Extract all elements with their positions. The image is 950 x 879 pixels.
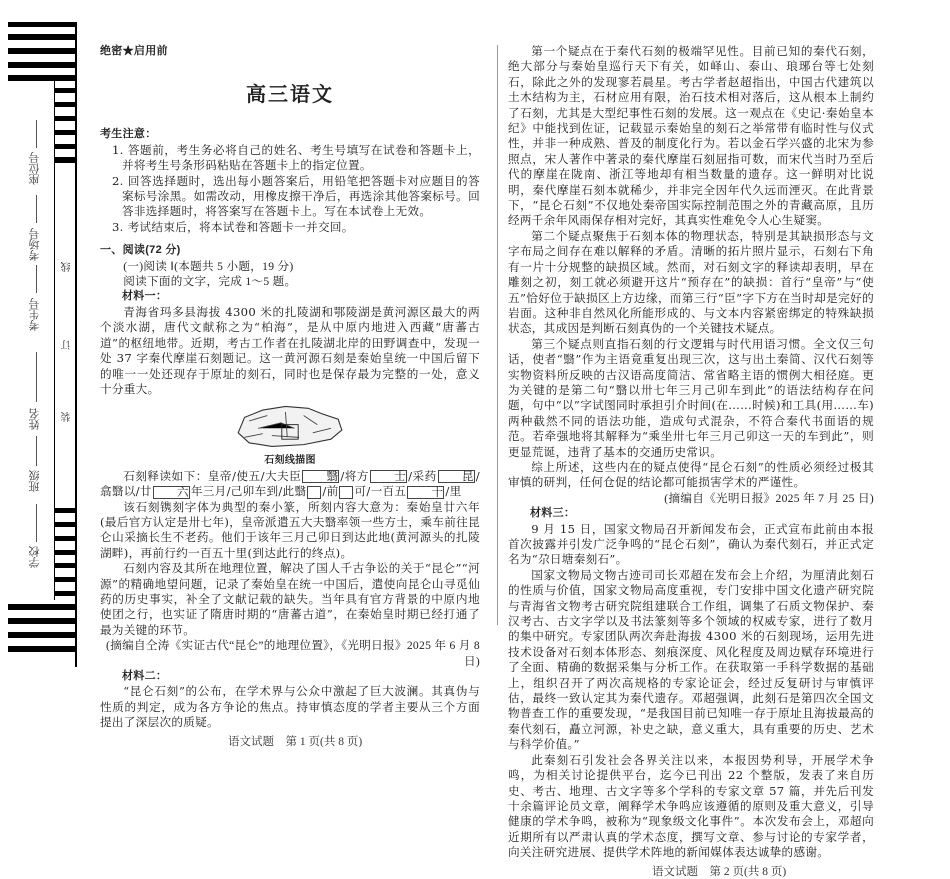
material-1-paragraph: 青海省玛多县海拔 4300 米的扎陵湖和鄂陵湖是黄河源区最大的两个淡水湖，唐代文献称之为“柏海”，是从中原内地进入西藏“唐蕃古道”的枢纽地带。近期，考古工作者在扎陵湖北岸的田野调查中，发现一处 37 字秦代摩崖石刻题记。这一黄河源石刻是秦始皇统一中国后留下的唯一一处还现存于原址的刻石，同时也是保存最为完整的一处，意义十分重大。 xyxy=(100,304,480,396)
material-2-paragraph: 第三个疑点则直指石刻的行文逻辑与时代用语习惯。全文仅三句话，使者“翳”作为主语竟重复出现三次，这与出土秦简、汉代石刻等实物资料所反映的古汉语高度简洁、常省略主语的惯例大相径庭。更为关键的是第二句“翳以卅七年三月己卯车到此”的语法结构存在问题，句中“以”字试图同时承担引介时间(在……时候)和工具(用……车)两种截然不同的语法功能，造成句式混杂，不符合秦代书面语的规范。若牵强地将其解释为“乘坐卅七年三月己卯这一天的车到此”，则更显荒诞，违背了基本的交通历史常识。 xyxy=(508,336,874,459)
page-1 xyxy=(100,44,480,731)
material-3-heading: 材料三： xyxy=(530,507,576,520)
school-label: 学校 xyxy=(29,546,41,568)
material-2-heading: 材料二： xyxy=(122,670,168,682)
notice-item: 2. 回答选择题时，选出每小题答案后，用铅笔把答题卡对应题目的答案标号涂黑。如需改动，用橡皮擦干净后，再选涂其他答案标号。回答非选择题时，将答案写在答题卡上。写在本试卷上无效。 xyxy=(112,173,480,219)
exam-number-label: 考生号 xyxy=(29,298,41,331)
exam-title: 高三语文 xyxy=(246,84,334,107)
exam-room-label: 考场号 xyxy=(29,228,41,261)
instruction: 阅读下面的文字，完成 1～5 题。 xyxy=(123,275,297,289)
binding-mark-line: 线 xyxy=(62,262,73,272)
material-2-paragraph: “昆仑石刻”的公布，在学术界与公众中激起了巨大波澜。其真伪与性质的判定，成为各方争论的焦点。持审慎态度的学者主要从三个方面提出了深层次的质疑。 xyxy=(100,684,480,730)
page-2-footer: 语文试题 第 2 页(共 8 页) xyxy=(652,866,787,878)
material-3-paragraph: 此秦刻石引发社会各界关注以来，本报因势利导，开展学术争鸣，为相关讨论提供平台，迄今已刊出 22 个整版，发表了来自历史、考古、地理、古文字等多个学科的专家文章 57 篇，并先后刊发十余篇评论员文章，阐释学术争鸣应该遵循的原则及重大意义，引导健康的学术争鸣，被称为“现象级文化事件”。本次发布会上，邓超向近期所有以严肃认真的学术态度，撰写文章、参与讨论的专家学者，向关注研究进展、提供学术阵地的新闻媒体表达诚挚的感谢。 xyxy=(508,752,874,860)
notice-heading: 考生注意： xyxy=(100,128,157,141)
binding-mark-bind: 装 xyxy=(62,412,73,422)
confidential-mark: 绝密★启用前 xyxy=(100,45,168,57)
material-1-heading: 材料一： xyxy=(122,290,168,303)
material-1-paragraph: 石刻内容及其所在地理位置，解决了国人千古争讼的关于“昆仑”“河源”的精确地望问题，记录了秦始皇在统一中国后，遣使向昆仑山寻觅仙药的历史事实，补全了文献记载的缺失。当年具有官方背景的中原内地使团之行，也实证了隋唐时期的“唐蕃古道”，在秦始皇时期已经打通了最为关键的环节。 xyxy=(100,561,480,637)
notice-item: 3. 考试结束后，将本试卷和答题卡一并交回。 xyxy=(112,219,354,234)
seat-number-label: 座位号 xyxy=(29,152,41,185)
subsection-heading: (一)阅读 Ⅰ(本题共 5 小题，19 分) xyxy=(123,259,294,273)
name-label: 姓名 xyxy=(29,408,41,430)
material-2-paragraph: 综上所述，这些内在的疑点使得“昆仑石刻”的性质必须经过极其审慎的研判，任何仓促的结论都可能损害学术的严谨性。 xyxy=(508,459,874,490)
material-1-paragraph: 该石刻镌刻字体为典型的秦小篆，所刻内容大意为：秦始皇廿六年(最后官方认定是卅七年)，皇帝派遣五大夫翳率领一些方士，乘车前往昆仑山采摘长生不老药。他们于该年三月己卯日到达此地(黄河源头的扎陵湖畔)，再前行约一百五十里(到达此行的终点)。 xyxy=(100,499,480,560)
class-label: 班级 xyxy=(29,470,41,492)
material-2-source: (摘编自《光明日报》2025 年 7 月 25 日) xyxy=(664,491,874,505)
figure-caption: 石刻线描图 xyxy=(264,455,316,467)
material-2-paragraph: 第一个疑点在于秦代石刻的极端罕见性。目前已知的秦代石刻，绝大部分与秦始皇巡行天下有关，如峄山、泰山、琅琊台等七处刻石，除此之外的发现寥若晨星。考古学者赵超指出，中国古代建筑以土木结构为主，石材应用有限，治石技术相对落后，这从根本上制约了石刻，尤其是大型纪事性石刻的发展。这一观点在《史记·秦始皇本纪》中能找到佐证，记载显示秦始皇的刻石之举常带有临时性与仪式性，并非一种成熟、普及的制度化行为。若以金石学兴盛的北宋为参照点，宋人著作中著录的秦代摩崖石刻屈指可数，而宋代当时乃至后代的摩崖在陇南、浙江等地却有相当数量的遗存。这一鲜明对比说明，秦代摩崖石刻本就稀少，并非完全因年代久远而湮灭。在此背景下，“昆仑石刻”不仅地处秦帝国实际控制范围之外的青藏高原，且历经两千余年风雨保存相对完好，其真实性难免令人心生疑窦。 xyxy=(508,44,874,228)
inscription-reading: 石刻释读如下：皇帝/使五/大夫臣 翳 /将方 士 /采药 昆 /翕翳以/廿 六 年三月/己卯车到/此翳 /前 可/一百五 十 /里 xyxy=(100,468,480,499)
stone-carving-line-drawing xyxy=(225,401,355,451)
material-3-paragraph: 9 月 15 日，国家文物局召开新闻发布会，正式宣布此前由本报首次披露并引发广泛争鸣的“昆仑石刻”，确认为秦代刻石，并正式定名为“尕日塘秦刻石”。 xyxy=(508,521,874,567)
section-heading: 一、阅读(72 分) xyxy=(100,244,181,257)
material-1-source: (摘编自仝涛《实证古代“昆仑”的地理位置》，《光明日报》2025 年 6 月 8 日) xyxy=(106,639,480,668)
notice-item: 1. 答题前，考生务必将自己的姓名、考生号填写在试卷和答题卡上，并将考生号条形码粘贴在答题卡上的指定位置。 xyxy=(112,142,480,173)
material-2-paragraph: 第二个疑点聚焦于石刻本体的物理状态，特别是其缺损形态与文字布局之间存在难以解释的矛盾。清晰的拓片照片显示，石刻右下角有一片十分规整的缺损区域。然而，对石刻文字的释读却表明，早在雕刻之初，刻工就必须避开这片“预存在”的缺损：首行“皇帝”与“使五”恰好位于缺损区上方边缘，而第三行“臣”字下方在当时却是完好的岩面。这种非自然风化所能形成的、与文本内容紧密绑定的特殊缺损状态，其成因是判断石刻真伪的一个关键技术疑点。 xyxy=(508,228,874,336)
material-3-paragraph: 国家文物局文物古迹司司长邓超在发布会上介绍，为厘清此刻石的性质与价值，国家文物局高度重视，专门安排中国文化遗产研究院与青海省文物考古研究院组建联合工作组，调集了石质文物保护、秦汉考古、古文字学以及书法篆刻等多个领域的权威专家，进行了数月的集中研究。专家团队两次奔赴海拔 4300 米的石刻现场，运用先进技术设备对石刻本体形态、刻痕深度、风化程度及周边赋存环境进行了全面、精确的数据采集与分析工作。在获取第一手科学数据的基础上，组织召开了两次高规格的专家论证会，经过反复研讨与审慎评估，最终一致认定其为秦代遗存。邓超强调，此刻石是第四次全国文物普查工作的重要发现，“是我国目前已知唯一存于原址且海拔最高的秦代刻石，矗立河源，补史之缺，意义重大，具有重要的历史、艺术与科学价值。” xyxy=(508,567,874,752)
page-2 xyxy=(508,44,874,861)
binding-mark-staple: 订 xyxy=(62,340,73,350)
page-1-footer: 语文试题 第 1 页(共 8 页) xyxy=(228,736,363,748)
